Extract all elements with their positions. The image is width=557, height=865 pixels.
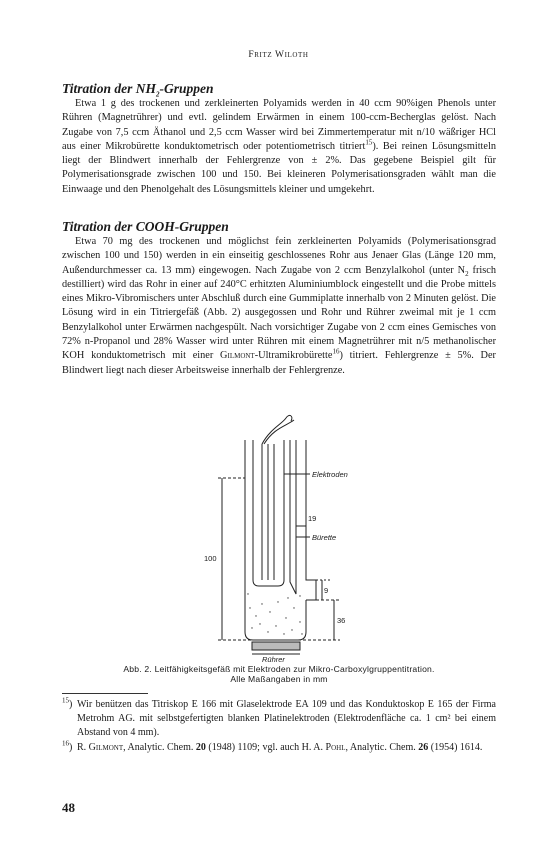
footnote-end: (1954) 1614. [428,742,483,754]
figure-caption [62,664,496,684]
caption-line-1: Abb. 2. Leitfähigkeitsgefäß mit Elektroden zur Mikro-Carboxylgruppentitration. [123,664,435,674]
footnote-15 [62,698,496,739]
footnote-volume-1: 20 [195,742,206,754]
figure-conductivity-vessel [190,404,360,666]
footnote-journal-1: , Analytic. Chem. [123,742,196,754]
vessel-outline [245,440,306,640]
label-elektroden: Elektroden [312,470,348,479]
section-heading-nh2 [62,80,496,97]
footnote-num-15: 15 [62,696,69,705]
n2-subscript: 2 [465,269,469,278]
dim-label-36: 36 [337,616,346,625]
paragraph-nh2 [62,97,496,197]
caption-line-2: Alle Maßangaben in mm [230,674,328,684]
dim-label-9: 9 [324,586,329,595]
side-arm [306,464,316,600]
footnote-volume-2: 26 [418,742,429,754]
footnotes [62,698,496,757]
footnote-rule [62,693,148,694]
paragraph-text-end: ). Bei reinen Lösungsmitteln liegt der Blindwert innerhalb der Fehlergrenze von ± 2%. Das gegebene Beispiel gilt für Polymerisationsgrade zwischen 100 und 150. Bei kleineren Polymerisationsgraden wählt man die Einwaage und den Phenolgehalt des Lösungsmittels kleiner und umgekehrt. [62,140,496,195]
stirrer-bar [252,642,300,650]
footnote-ref-15[interactable]: 15 [365,138,373,147]
running-head: Fritz Wiloth [248,50,309,60]
section-nh2 [62,80,496,197]
footnote-ref-16[interactable]: 16 [332,347,340,356]
heading-text-end: -Gruppen [159,81,214,96]
footnote-author-2: Pohl [325,742,346,754]
heading-text: Titration der NH [62,81,157,96]
dim-label-19: 19 [308,514,317,523]
label-ruehrer: Rührer [262,655,285,664]
heading-subscript: 2 [156,90,160,99]
footnote-number: $^{15}$) [62,696,73,710]
paragraph-text-d: ) titriert. Fehlergrenze ± 5%. Der Blindwert liegt nach dieser Arbeitsweise innerhalb der Fehlergrenze. [62,350,496,376]
paragraph-text-c: -Ultramikrobürette [254,350,333,362]
paragraph-text-a: Etwa 70 mg des trockenen und möglichst fein zerkleinerten Polyamids (Polymerisationsgrad zwischen 100 und 150) werden in ein einseitig geschlossenes Rohr aus Jenaer Glas (Länge 120 mm, Außendurchmesser ca. 13 mm) eingewogen. Nach Zugabe von 2 ccm Benzylalkohol (unter N [62,236,496,276]
paragraph-text: Etwa 1 g des trockenen und zerkleinerten Polyamids werden in 40 ccm 90%igen Phenols unter Rühren (Magnetrührer) und evtl. gelindem Erwärmen in einem 100-ccm-Becherglas gelöst. Nach Zugabe von 7,5 ccm Äthanol und 2,5 ccm Wasser wird bei Zimmertemperatur mit n/10 wäßriger HCl aus einer Mikrobürette konduktometrisch oder potentiometrisch titriert [62,98,496,152]
page-number: 48 [62,800,75,815]
paragraph-cooh [62,235,496,378]
footnote-journal-2: , Analytic. Chem. [345,742,419,754]
dim-label-100: 100 [204,554,217,563]
footnote-author-1: R. Gilmont [77,742,124,754]
paragraph-text-b: frisch destilliert) wird das Rohr in einer auf 240°C erhitzten Aluminiumblock eingestellt und die Probe mittels eines Mikro-Vibromischers unter Abschluß durch eine Gummiplatte innerhalb von 2 Minuten gelöst. Die Lösung wird in ein Titriergefäß (Abb. 2) ausgegossen und Rohr und Rührer zweimal mit je 1 ccm Benzylalkohol unter Erwärmen nachgespült. Nach vorsichtiger Zugabe von 2 ccm eines Gemisches von 72% n-Propanol und 28% Wasser wird unter Rühren mit einem Magnetrührer mit n/5 methanolischer KOH konduktometrisch mit einer [62,264,496,362]
footnote-16 [62,741,496,755]
footnote-number-2: $^{16}$) [62,740,73,754]
label-burette: Bürette [312,533,337,542]
footnote-num-16: 16 [62,740,69,749]
footnote-text-15: Wir benützen das Titriskop E 166 mit Glaselektrode EA 109 und das Konduktoskop E 165 der Firma Metrohm AG. mit selbstgefertigten blanken Platinelektroden (Elektrodenfläche ca. 1 cm² bei einem Abstand von 4 mm). [77,699,496,738]
footnote-ref-text: (1948) 1109; vgl. auch H. A. [205,742,326,754]
burette-tube [290,440,296,594]
section-cooh [62,218,496,378]
author-name-gilmont: Gilmont [220,350,255,362]
section-heading-cooh: Titration der COOH-Gruppen [62,219,229,234]
